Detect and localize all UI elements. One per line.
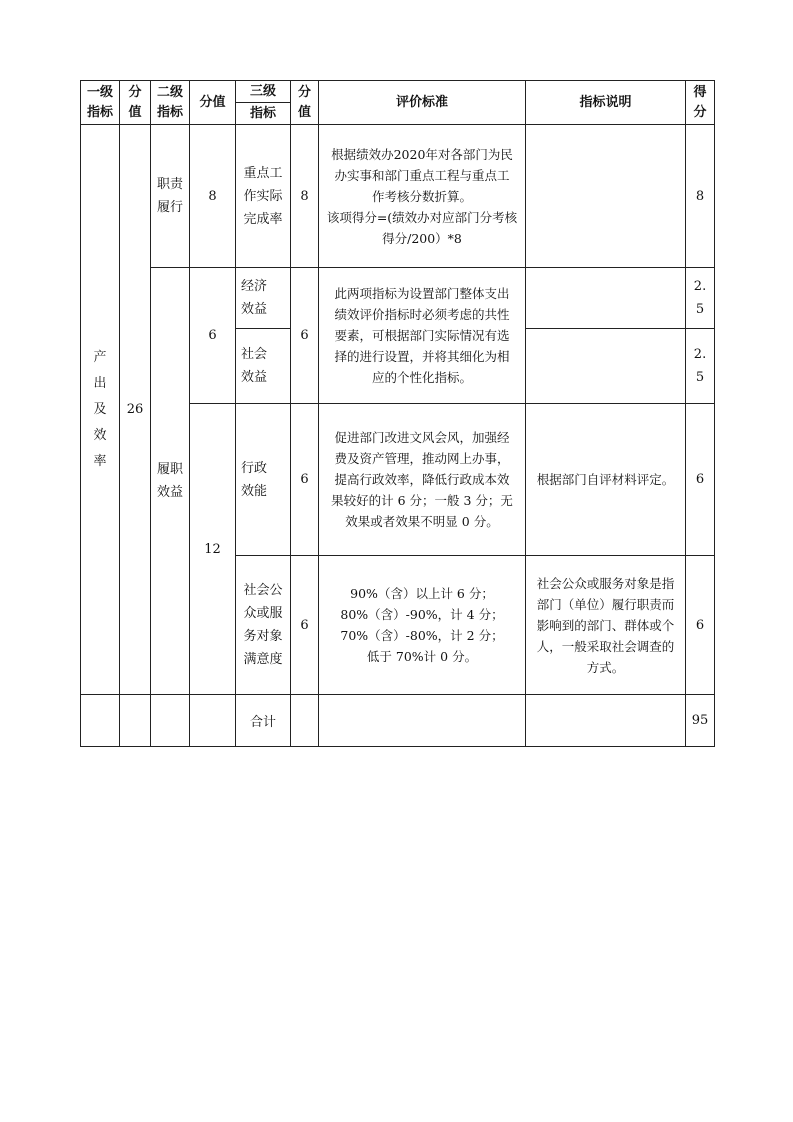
evaluation-table — [80, 80, 715, 747]
total-empty-cell — [151, 695, 190, 747]
duty-description — [526, 125, 686, 268]
table-row — [81, 125, 715, 268]
satisfaction-got: 6 — [686, 556, 715, 695]
duty-level3-score: 8 — [291, 125, 319, 268]
economic-description — [526, 268, 686, 329]
level1-score: 26 — [120, 125, 151, 695]
table-row — [81, 268, 715, 329]
efficiency-description: 根据部门自评材料评定。 — [526, 404, 686, 556]
satisfaction-description: 社会公众或服务对象是指 部门（单位）履行职责而 影响到的部门、群体或个 人，一般采取社会调查的 方式。 — [526, 556, 686, 695]
economic-level3: 经济 效益 — [236, 268, 291, 329]
header-description: 指标说明 — [526, 81, 686, 125]
satisfaction-criteria: 90%（含）以上计 6 分； 80%（含）-90%，计 4 分； 70%（含）-80%，计 2 分； 低于 70%计 0 分。 — [319, 556, 526, 695]
social-level3: 社会 效益 — [236, 329, 291, 404]
social-got: 2. 5 — [686, 329, 715, 404]
efficiency-criteria: 促进部门改进文风会风，加强经 费及资产管理，推动网上办事， 提高行政效率，降低行政成本效 果较好的计 6 分；一般 3 分；无 效果或者效果不明显 0 分。 — [319, 404, 526, 556]
header-score2: 分值 — [190, 81, 236, 125]
satisfaction-level3: 社会公 众或服 务对象 满意度 — [236, 556, 291, 695]
benefit-criteria: 此两项指标为设置部门整体支出 绩效评价指标时必须考虑的共性 要素，可根据部门实际情况有选 择的进行设置，并将其细化为相 应的个性化指标。 — [319, 268, 526, 404]
duty-got: 8 — [686, 125, 715, 268]
efficiency-level3: 行政 效能 — [236, 404, 291, 556]
efficiency-level3-score: 6 — [291, 404, 319, 556]
total-empty-cell — [190, 695, 236, 747]
header-level1: 一级 指标 — [81, 81, 120, 125]
economic-got: 2. 5 — [686, 268, 715, 329]
header-level3-bottom: 指标 — [236, 103, 291, 125]
total-empty-cell — [81, 695, 120, 747]
duty-level2-score: 8 — [190, 125, 236, 268]
total-empty-cell — [120, 695, 151, 747]
total-label: 合计 — [236, 695, 291, 747]
header-level3-top: 三级 — [236, 81, 291, 103]
duty-level2: 职责 履行 — [151, 125, 190, 268]
header-got: 得 分 — [686, 81, 715, 125]
duty-level3: 重点工 作实际 完成率 — [236, 125, 291, 268]
total-empty-cell — [291, 695, 319, 747]
benefit-level2-score: 6 — [190, 268, 236, 404]
benefit-level3-score: 6 — [291, 268, 319, 404]
perf-level2: 履职 效益 — [151, 268, 190, 695]
efficiency-got: 6 — [686, 404, 715, 556]
total-empty-cell — [319, 695, 526, 747]
admin-level2-score: 12 — [190, 404, 236, 695]
duty-criteria: 根据绩效办2020年对各部门为民 办实事和部门重点工程与重点工 作考核分数折算。 该项得分=(绩效办对应部门分考核 得分/200）*8 — [319, 125, 526, 268]
total-row — [81, 695, 715, 747]
total-empty-cell — [526, 695, 686, 747]
header-level2: 二级 指标 — [151, 81, 190, 125]
header-score1: 分 值 — [120, 81, 151, 125]
social-description — [526, 329, 686, 404]
level1-name: 产 出 及 效 率 — [81, 125, 120, 695]
header-criteria: 评价标准 — [319, 81, 526, 125]
header-score3: 分 值 — [291, 81, 319, 125]
total-got: 95 — [686, 695, 715, 747]
satisfaction-level3-score: 6 — [291, 556, 319, 695]
